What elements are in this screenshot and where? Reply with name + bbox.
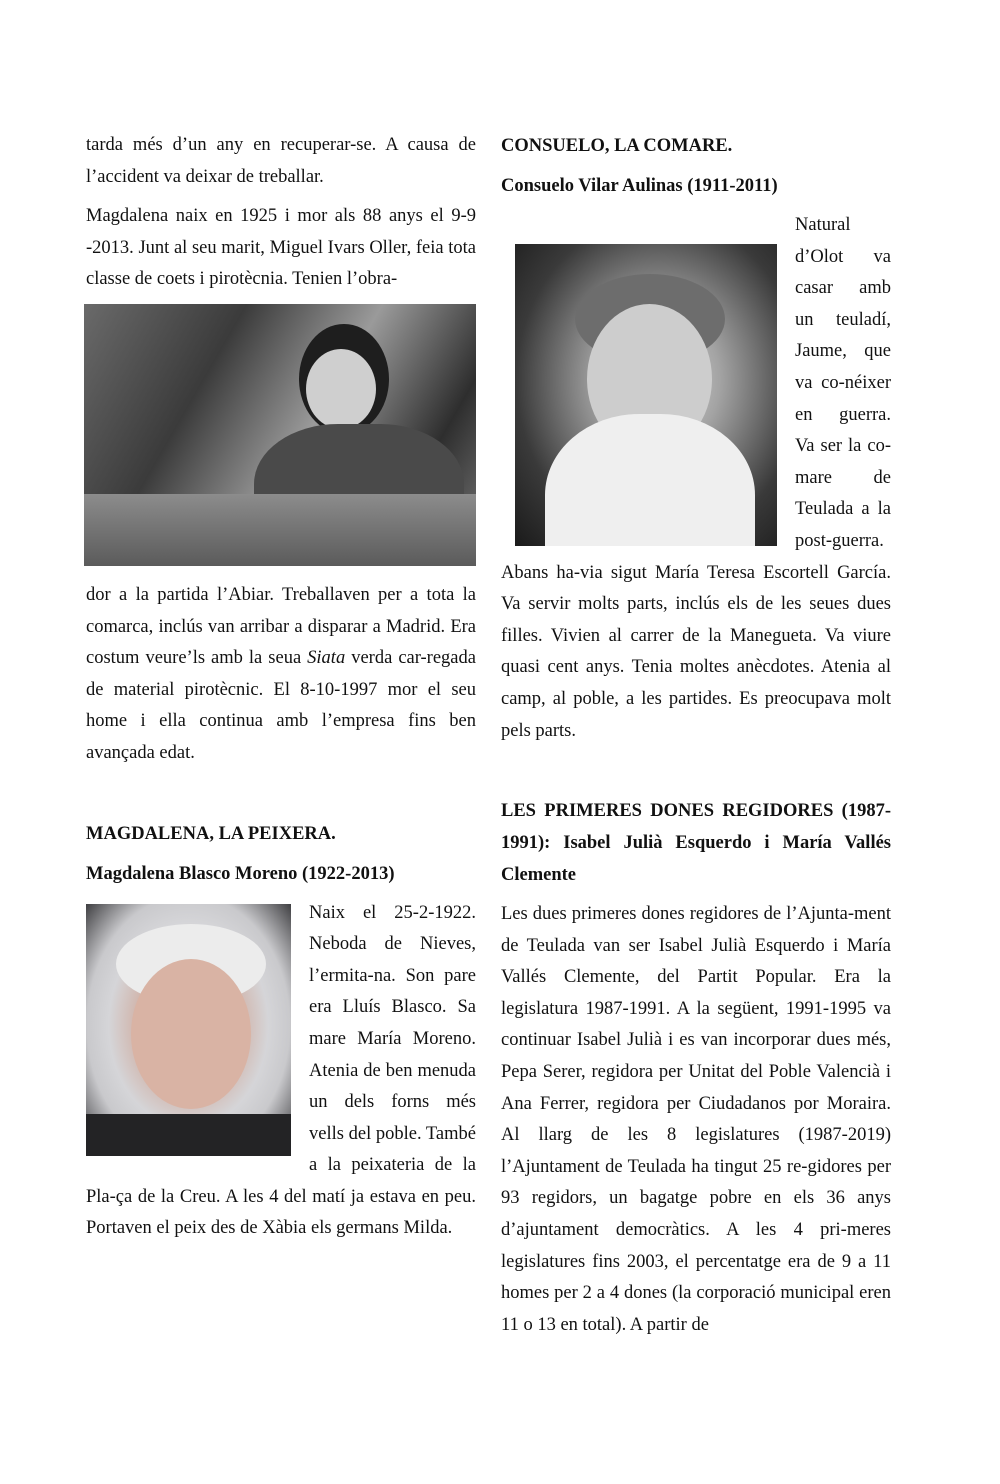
photo-consuelo-vilar — [515, 244, 777, 546]
heading-primeres-dones-regidores: LES PRIMERES DONES REGIDORES (1987-1991): Isabel Julià Esquerdo i María Vallés Clemente — [501, 801, 891, 886]
paragraph-obrador-b: verda car-regada de material pirotècnic. El 8-10-1997 mor el seu home i ella continua amb l’empresa fins ben avançada edat. — [86, 648, 476, 763]
photo-magdalena-blasco — [86, 904, 291, 1156]
paragraph-magdalena-blasco: Naix el 25-2-1922. Neboda de Nieves, l’ermita-na. Son pare era Lluís Blasco. Sa mare María Moreno. Atenia de ben menuda un dels forns més vells del poble. També a la peixateria de la Pla-ça de la Creu. A les 4 del matí ja estava en peu. Portaven el peix des de Xàbia els germans Milda. — [86, 902, 476, 1239]
subheading-consuelo-vilar: Consuelo Vilar Aulinas (1911-2011) — [501, 176, 778, 196]
heading-magdalena-peixera: MAGDALENA, LA PEIXERA. — [86, 823, 336, 844]
subheading-magdalena-blasco: Magdalena Blasco Moreno (1922-2013) — [86, 863, 395, 884]
photo-clothing-shape — [86, 1114, 291, 1156]
paragraph-obrador-a: dor a la partida l’Abiar. Treballaven per a tota la comarca, inclús van arribar a disparar a Madrid. Era costum veure’ls amb la seua — [86, 584, 476, 669]
photo-blouse-shape — [545, 414, 755, 546]
photo-face-shape — [131, 959, 251, 1109]
photo-table-shape — [84, 494, 476, 566]
paragraph-accident: tarda més d’un any en recuperar-se. A causa de l’accident va deixar de treballar. — [86, 135, 476, 187]
paragraph-consuelo: Natural d’Olot va casar amb un teuladí, Jaume, que va co-néixer en guerra. Va ser la co-mare de Teulada a la post-guerra. Abans ha-via sigut María Teresa Escortell García. Va servir molts parts, inclús els de les seues dues filles. Vivien al carrer de la Manegueta. Va viure quasi cent anys. Tenia moltes anècdotes. Atenia al camp, al poble, a les partides. Es preocupava molt pels parts. — [501, 215, 891, 741]
photo-face-shape — [306, 349, 376, 429]
paragraph-obrador — [86, 580, 476, 770]
photo-woman-working-pyrotechnics — [84, 304, 476, 566]
right-column — [501, 130, 891, 1349]
paragraph-magdalena-ivars: Magdalena naix en 1925 i mor als 88 anys el 9-9 -2013. Junt al seu marit, Miguel Ivars Oller, feia tota classe de coets i pirotècnia. Tenien l’obra- — [86, 206, 476, 290]
heading-consuelo-comare: CONSUELO, LA COMARE. — [501, 136, 733, 156]
paragraph-regidores: Les dues primeres dones regidores de l’Ajunta-ment de Teulada van ser Isabel Julià Esquerdo i María Vallés Clemente, del Partit Popular. Era la legislatura 1987-1991. A la següent, 1991-1995 va continuar Isabel Julià i es van incorporar dues més, Pepa Serer, regidora per Unitat del Poble Valencià i Ana Ferrer, regidora per Ciudadanos por Moraira. Al llarg de les 8 legislatures (1987-2019) l’Ajuntament de Teulada ha tingut 25 re-gidores per 93 regidors, un bagatge pobre en els 36 anys d’ajuntament democràtics. A les 4 pri-meres legislatures fins 2003, el percentatge era de 9 a 11 homes per 2 a 4 dones (la corporació municipal eren 11 o 13 en total). A partir de — [501, 904, 891, 1335]
left-column — [86, 130, 476, 1253]
siata-italic: Siata — [307, 648, 346, 669]
